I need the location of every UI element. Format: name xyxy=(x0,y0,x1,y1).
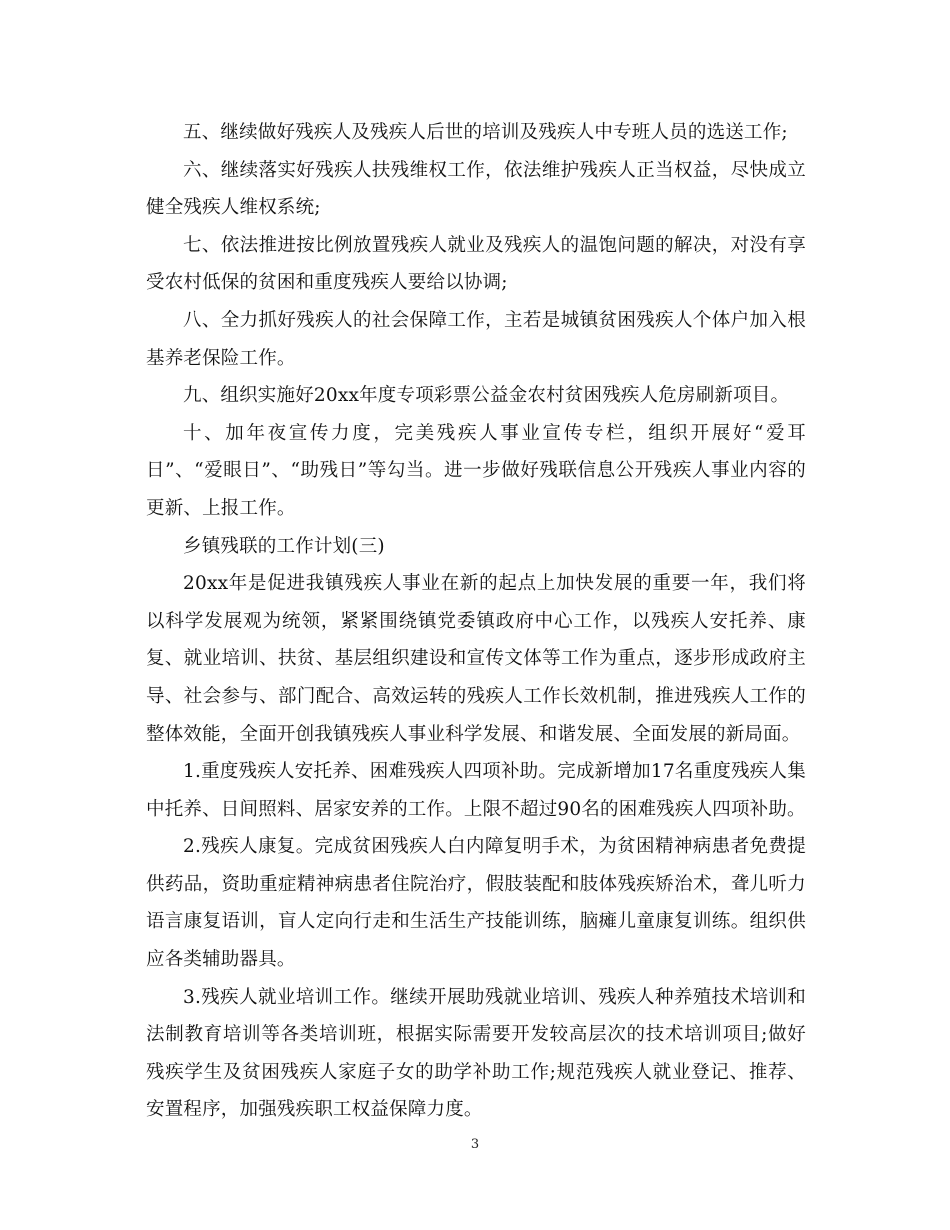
numbered-item-3: 3.残疾人就业培训工作。继续开展助残就业培训、残疾人种养殖技术培训和法制教育培训等各类培训班，根据实际需要开发较高层次的技术培训项目;做好残疾学生及贫困残疾人家庭子女的助学补助工作;规范残疾人就业登记、推荐、安置程序，加强残疾职工权益保障力度。 xyxy=(146,986,806,1121)
paragraph-item-8: 八、全力抓好残疾人的社会保障工作，主若是城镇贫困残疾人个体户加入根基养老保险工作。 xyxy=(146,309,806,369)
paragraph-item-5: 五、继续做好残疾人及残疾人后世的培训及残疾人中专班人员的选送工作; xyxy=(183,122,788,143)
numbered-item-1: 1.重度残疾人安托养、困难残疾人四项补助。完成新增加17名重度残疾人集中托养、日间照料、居家安养的工作。上限不超过90名的困难残疾人四项补助。 xyxy=(146,761,806,820)
paragraph-item-9: 九、组织实施好20xx年度专项彩票公益金农村贫困残疾人危房刷新项目。 xyxy=(183,385,790,407)
page-number: 3 xyxy=(470,1137,480,1152)
paragraph-item-7: 七、依法推进按比例放置残疾人就业及残疾人的温饱问题的解决，对没有享受农村低保的贫困和重度残疾人要给以协调; xyxy=(146,234,806,294)
paragraph-item-6: 六、继续落实好残疾人扶残维权工作，依法维护残疾人正当权益，尽快成立健全残疾人维权系统; xyxy=(146,159,806,219)
numbered-item-2: 2.残疾人康复。完成贫困残疾人白内障复明手术，为贫困精神病患者免费提供药品，资助重症精神病患者住院治疗，假肢装配和肢体残疾矫治术，聋儿听力语言康复语训，盲人定向行走和生活生产技能训练，脑瘫儿童康复训练。组织供应各类辅助器具。 xyxy=(146,836,806,971)
paragraph-item-10: 十、加年夜宣传力度，完美残疾人事业宣传专栏，组织开展好“爱耳日”、“爱眼日”、“助残日”等勾当。进一步做好残联信息公开残疾人事业内容的更新、上报工作。 xyxy=(146,422,806,519)
section-heading: 乡镇残联的工作计划(三) xyxy=(183,535,385,557)
intro-paragraph: 20xx年是促进我镇残疾人事业在新的起点上加快发展的重要一年，我们将以科学发展观为统领，紧紧围绕镇党委镇政府中心工作，以残疾人安托养、康复、就业培训、扶贫、基层组织建设和宣传文体等工作为重点，逐步形成政府主导、社会参与、部门配合、高效运转的残疾人工作长效机制，推进残疾人工作的整体效能，全面开创我镇残疾人事业科学发展、和谐发展、全面发展的新局面。 xyxy=(146,573,806,745)
document-body xyxy=(146,114,806,1129)
